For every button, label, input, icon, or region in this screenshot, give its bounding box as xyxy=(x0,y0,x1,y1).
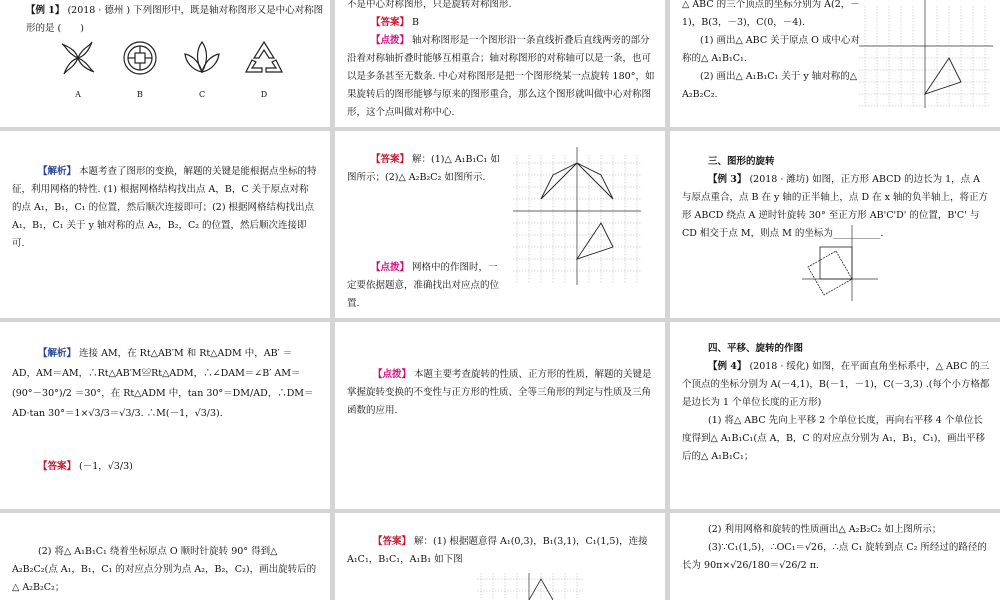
example-3-tag: 【例 3】 xyxy=(708,174,747,186)
answer-4-part-2: (2) 利用网格和旋转的性质画出△ A₂B₂C₂ 如上图所示； xyxy=(708,524,942,535)
answer-grid-figure xyxy=(511,147,643,287)
slide-example-4[interactable] xyxy=(670,322,1000,509)
tip-3-paragraph xyxy=(347,366,655,420)
answer-tag: 【答案】 xyxy=(371,17,410,29)
answer-4-part-3: (3)∵C₁(1,5)，∴OC₁＝√26，∴点 C₁ 旋转到点 C₂ 所经过的路径的长为 90π×√26/180＝√26/2 π. xyxy=(682,542,987,572)
answer-2-tag: 【答案】 xyxy=(371,154,410,165)
analysis-3-tag: 【解析】 xyxy=(38,348,77,359)
answer-4-grid-figure xyxy=(475,573,585,600)
tip-tag: 【点拨】 xyxy=(371,35,410,47)
answer-line xyxy=(347,14,657,32)
example-4-body: (2018 · 绥化) 如图，在平面直角坐标系中，△ ABC 的三个顶点的坐标分别为 A(－4,1)，B(－1，－1)，C(－3,3) .(每个小方格都是边长为 1 个单位长度的正方形) xyxy=(682,361,990,409)
example-1-paren: ( ) xyxy=(57,23,84,35)
choice-a-label: A xyxy=(75,90,81,100)
slide-tip-3[interactable] xyxy=(335,322,665,509)
analysis-tag: 【解析】 xyxy=(38,166,77,177)
tip-2-paragraph xyxy=(347,259,507,313)
slide-answer-2[interactable] xyxy=(335,131,665,318)
note-line: 不是中心对称图形，只是旋转对称图形. xyxy=(347,0,512,10)
analysis-3-text: 连接 AM，在 Rt△AB′M 和 Rt△ADM 中，AB′ ＝ AD，AM＝AM，∴Rt△AB′M≌Rt△ADM，∴∠DAM＝∠B′ AM＝(90°－30°)/2 ＝30°，在 Rt△ADM 中，tan 30°＝DM/AD，∴DM＝AD·tan 30°＝1×√3/3＝√3/3. ∴M(－1，√3/3). xyxy=(12,348,314,419)
lotus-icon xyxy=(182,38,222,80)
slide-example-4-part-2[interactable] xyxy=(0,513,330,600)
section-3-heading: 三、图形的旋转 xyxy=(708,156,775,167)
tip-text: 轴对称图形是一个图形沿一条直线折叠后直线两旁的部分沿着对称轴折叠时能够互相重合；轴对称图形的对称轴可以是一条，也可以是多条甚至无数条. 中心对称图形是把一个图形绕某一点旋转 180°，如果旋转后的图形能够与原来的图形重合，那么这个图形就叫做中心对称图形，这个点叫做对称中心. xyxy=(347,35,655,119)
slide-analysis-2[interactable] xyxy=(0,131,330,318)
choice-d-label: D xyxy=(260,90,268,100)
part-2-line: (2) 画出△ A₁B₁C₁ 关于 y 轴对称的△ A₂B₂C₂. xyxy=(682,71,858,101)
choice-c-label: C xyxy=(198,90,206,100)
example-4-part-2-text: (2) 将△ A₁B₁C₁ 绕着坐标原点 O 顺时针旋转 90° 得到△ A₂B₂C₂(点 A₁，B₁，C₁ 的对应点分别为点 A₂，B₂，C₂)，画出旋转后的△ A₂B₂C₂； xyxy=(12,546,317,594)
example-1-text xyxy=(26,2,326,38)
part-1-line: (1) 画出△ ABC 关于原点 O 成中心对称的△ A₁B₁C₁. xyxy=(682,35,860,65)
example-4-tag: 【例 4】 xyxy=(708,361,747,373)
example-1-source: (2018 · 德州 ) xyxy=(67,5,131,16)
example-1-tag: 【例 1】 xyxy=(26,5,65,16)
square-rotation-figure xyxy=(800,223,880,303)
answer-3-value: (－1，√3/3) xyxy=(79,461,133,472)
tip-2-text: 网格中的作图时，一定要依据题意，准确找出对应点的位置. xyxy=(347,262,500,310)
answer-3-line xyxy=(38,458,133,476)
analysis-text: 本题考查了图形的变换，解题的关键是能根据点坐标的特征，利用网格的特性. (1) 根据网格结构找出点 A，B，C 关于原点对称的点 A₁，B₁，C₁ 的位置，然后顺次连接即可；(2) 根据网格结构找出点 A₁，B₁，C₁ 关于 y 轴对称的点 A₂，B₂，C₂ 的位置，然后顺次连接即可. xyxy=(12,166,317,250)
example-3-body: (2018 · 潍坊) 如图，正方形 ABCD 的边长为 1，点 A 与原点重合，点 B 在 y 轴的正半轴上，点 D 在 x 轴的负半轴上，将正方形 ABCD 绕点 A 逆时针旋转 30° 至正方形 AB'C'D' 的位置，B'C' 与 CD 相交于点 M，则点 M 的坐标为__________. xyxy=(682,174,988,240)
answer-2-line xyxy=(347,151,507,187)
example-2-text xyxy=(682,0,860,104)
answer-value: B xyxy=(412,17,420,29)
section-4-heading: 四、平移、旋转的作图 xyxy=(708,343,804,354)
example-4-paragraph xyxy=(682,358,990,412)
tip-3-tag: 【点拨】 xyxy=(373,369,412,380)
tip-2-tag: 【点拨】 xyxy=(371,262,410,273)
answer-4-cont-text xyxy=(682,521,990,575)
vertices-line: △ ABC 的三个顶点的坐标分别为 A(2，－1)，B(3，－3)，C(0，－4). xyxy=(682,0,860,29)
answer-2-text xyxy=(347,151,507,187)
tip-paragraph xyxy=(347,32,657,122)
analysis-2-paragraph xyxy=(12,163,318,253)
slide-answer-4-cont[interactable] xyxy=(670,513,1000,600)
choice-a xyxy=(58,38,98,102)
choice-figures xyxy=(58,38,284,102)
slide-example-1-answer[interactable] xyxy=(335,0,665,127)
choice-d xyxy=(244,38,284,102)
coordinate-grid-figure xyxy=(855,0,995,110)
example-1-answer-text xyxy=(347,0,657,122)
slide-example-3[interactable] xyxy=(670,131,1000,318)
slide-answer-4[interactable] xyxy=(335,513,665,600)
example-4-text xyxy=(682,340,990,466)
answer-3-tag: 【答案】 xyxy=(38,461,77,472)
slide-analysis-3[interactable] xyxy=(0,322,330,509)
tip-3-text: 本题主要考查旋转的性质、正方形的性质，解题的关键是掌握旋转变换的不变性与正方形的性质、全等三角形的判定与性质及三角函数的应用. xyxy=(347,369,652,417)
slide-example-1[interactable] xyxy=(0,0,330,127)
choice-c xyxy=(182,38,222,102)
answer-4-value: 解：(1) 根据题意得 A₁(0,3)，B₁(3,1)，C₁(1,5)，连接 A₁C₁，B₁C₁，A₁B₁ 如下图 xyxy=(347,536,648,566)
coin-icon xyxy=(120,38,160,80)
analysis-3-paragraph xyxy=(12,344,318,424)
answer-4-tag: 【答案】 xyxy=(373,536,412,547)
example-4-part-1: (1) 将△ ABC 先向上平移 2 个单位长度，再向右平移 4 个单位长度得到△ A₁B₁C₁(点 A，B，C 的对应点分别为 A₁，B₁，C₁)，画出平移后的△ A₁B₁C₁； xyxy=(682,415,985,463)
recycle-icon xyxy=(244,38,284,80)
choice-b-label: B xyxy=(137,90,143,100)
answer-2-value: 解：(1)△ A₁B₁C₁ 如图所示；(2)△ A₂B₂C₂ 如图所示. xyxy=(347,154,500,184)
answer-4-paragraph xyxy=(347,533,657,569)
pinwheel-icon xyxy=(58,38,98,80)
choice-b xyxy=(120,38,160,102)
slide-example-2-question[interactable] xyxy=(670,0,1000,127)
example-1-question: 下列图形中，既是轴对称图形又是中心对称图形的是 xyxy=(26,5,324,35)
